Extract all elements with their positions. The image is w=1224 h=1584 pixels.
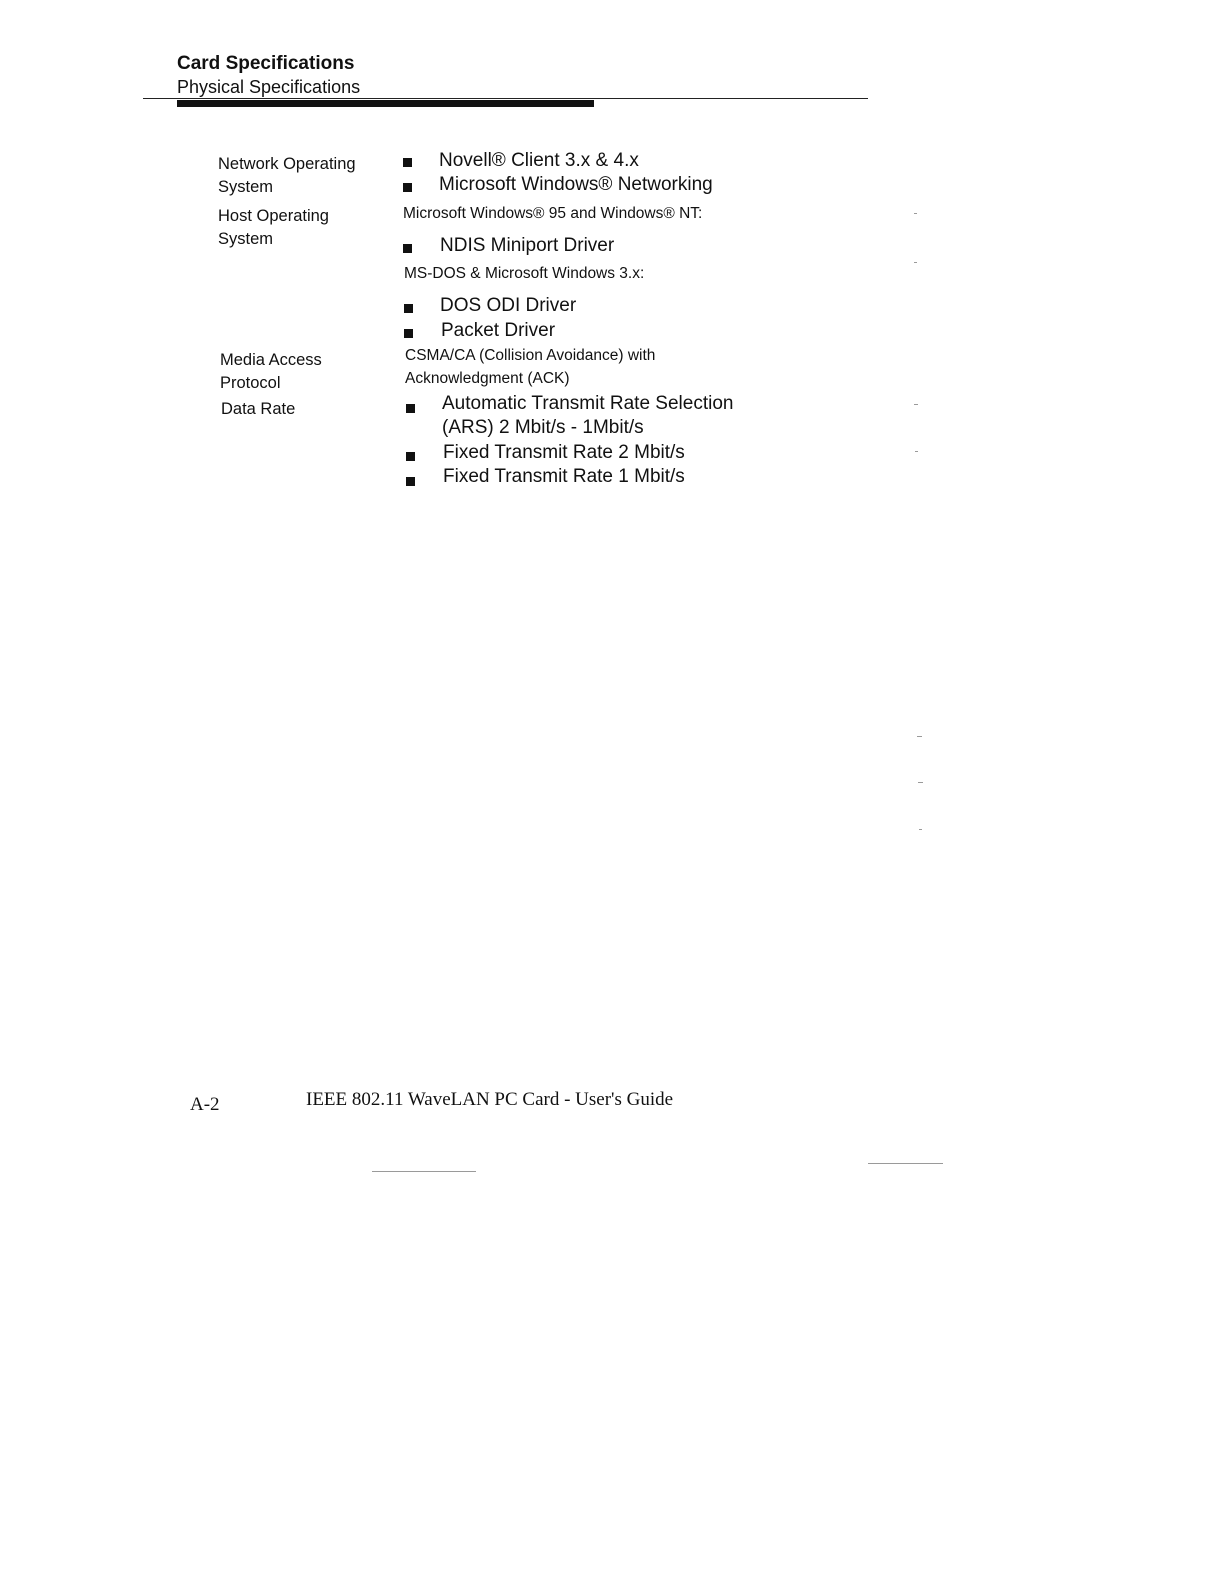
scan-artifact <box>868 1163 943 1164</box>
header-rule <box>143 98 868 99</box>
bullet-icon <box>406 452 415 461</box>
bullet-icon <box>404 329 413 338</box>
scan-artifact <box>919 829 922 830</box>
scan-artifact <box>917 736 922 737</box>
scan-artifact <box>914 262 917 263</box>
network-os-label: Network Operating System <box>218 155 356 196</box>
host-os-intro-windows: Microsoft Windows® 95 and Windows® NT: <box>403 205 703 222</box>
bullet-icon <box>403 158 412 167</box>
list-item: DOS ODI Driver <box>404 294 804 318</box>
bullet-icon <box>406 404 415 413</box>
bullet-icon <box>403 183 412 192</box>
list-item: Fixed Transmit Rate 1 Mbit/s <box>406 465 806 489</box>
media-access-label: Media Access Protocol <box>220 351 322 392</box>
scan-artifact <box>914 213 917 214</box>
section-subtitle: Physical Specifications <box>177 77 361 97</box>
list-item: Packet Driver <box>404 319 804 343</box>
bullet-icon <box>403 244 412 253</box>
header-rule-bar <box>177 100 594 107</box>
bullet-icon <box>406 477 415 486</box>
scan-artifact <box>372 1171 476 1172</box>
scan-artifact <box>915 451 918 452</box>
media-access-text: CSMA/CA (Collision Avoidance) with Acknowledgment (ACK) <box>405 347 656 387</box>
host-os-intro-dos: MS-DOS & Microsoft Windows 3.x: <box>404 265 645 282</box>
list-item: Automatic Transmit Rate Selection (ARS) 2 Mbit/s - 1Mbit/s <box>406 392 826 440</box>
scan-artifact <box>918 782 923 783</box>
section-title: Card Specifications <box>177 53 355 74</box>
page-number: A-2 <box>190 1094 220 1115</box>
list-item: Novell® Client 3.x & 4.x <box>403 149 803 173</box>
document-title: IEEE 802.11 WaveLAN PC Card - User's Guide <box>306 1089 674 1110</box>
list-item: Fixed Transmit Rate 2 Mbit/s <box>406 441 806 465</box>
scan-artifact <box>914 404 918 405</box>
host-os-label: Host Operating System <box>218 207 329 248</box>
data-rate-label: Data Rate <box>221 400 296 418</box>
bullet-icon <box>404 304 413 313</box>
list-item: Microsoft Windows® Networking <box>403 173 803 197</box>
list-item: NDIS Miniport Driver <box>403 234 803 258</box>
